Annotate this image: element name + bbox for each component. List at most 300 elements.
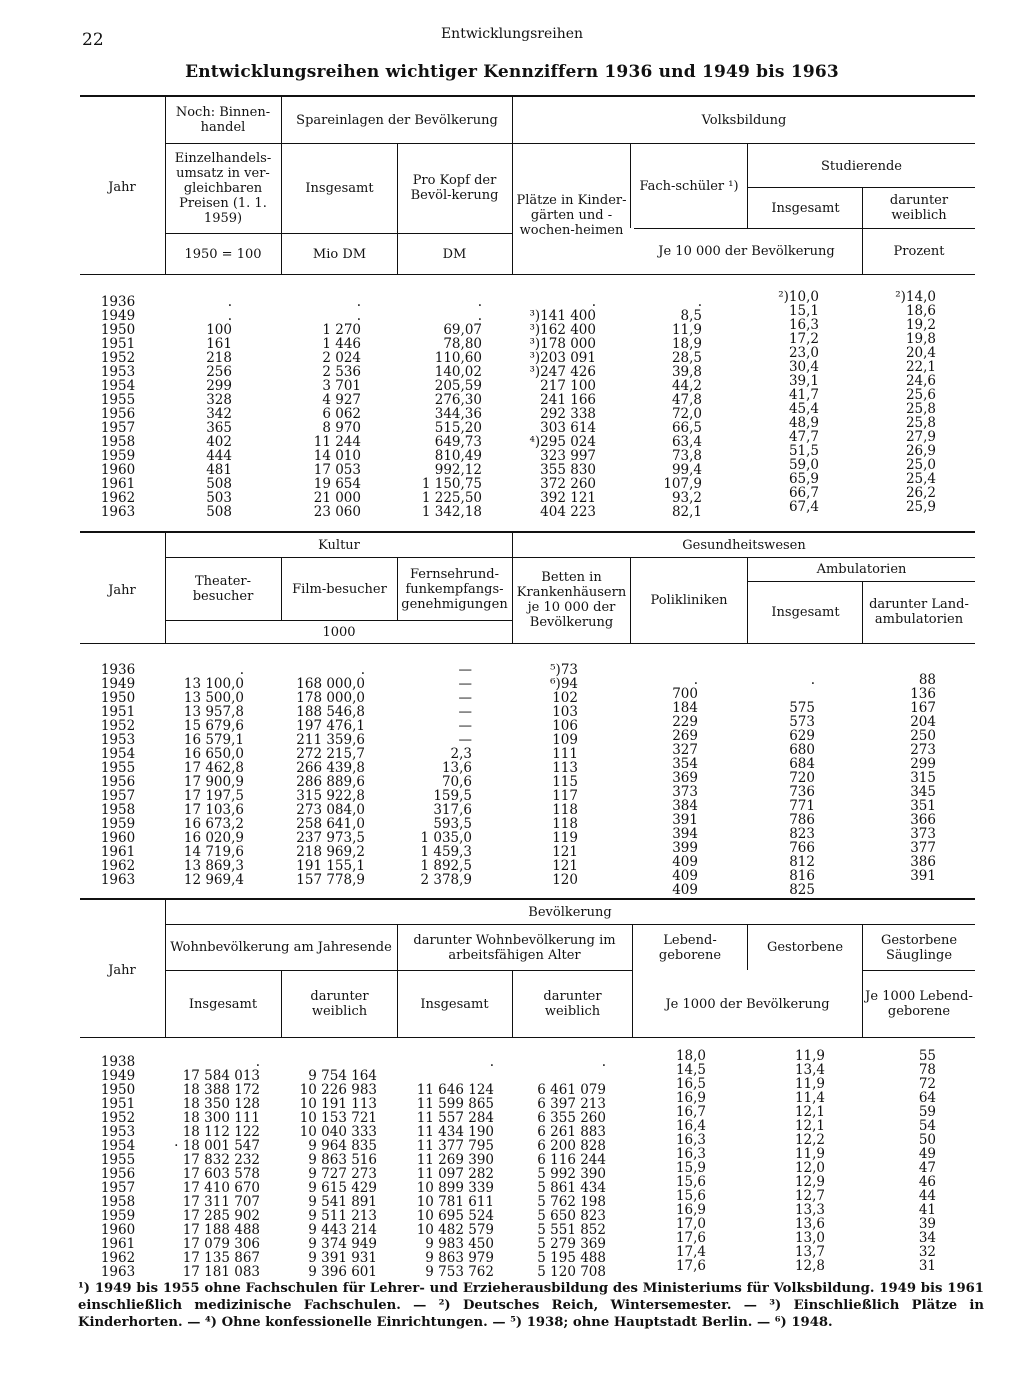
table-cell: 41,7 [788, 387, 819, 403]
table-cell: 106 [552, 718, 578, 734]
table-cell: 629 [789, 728, 815, 744]
table-cell: 2 024 [322, 350, 361, 366]
table-cell: 1960 [100, 462, 136, 478]
table-cell: 736 [789, 784, 815, 800]
table-cell: 16,3 [675, 1146, 706, 1162]
wohn-weiblich-header: darunter weiblich [310, 989, 369, 1019]
table-cell: 17 197,5 [183, 788, 244, 804]
table-cell: 17 311 707 [182, 1194, 260, 1210]
col-betten [514, 663, 578, 887]
binnenhandel-header: Noch: Binnen-handel [175, 105, 271, 135]
col-wohn-insgesamt [166, 1055, 260, 1279]
table-cell: 1961 [100, 844, 136, 860]
table-cell: 391 [910, 868, 936, 884]
table-cell: 9 443 214 [308, 1222, 377, 1238]
arb-weiblich-header: darunter weiblich [543, 989, 602, 1019]
table-cell: 5 650 823 [537, 1208, 606, 1224]
table-cell: . [227, 308, 232, 324]
table-cell: — [458, 718, 472, 734]
col-polikliniken [632, 673, 698, 897]
einzelhandel-header: Einzelhandels-umsatz in ver-gleichbaren Preisen (1. 1. 1959) [174, 150, 272, 226]
fernseh-header: Fernsehrund-funkempfangs-genehmigungen [401, 566, 508, 612]
table-cell: 11 269 390 [416, 1152, 494, 1168]
table-cell: 178 000,0 [296, 690, 365, 706]
table-cell: 6 461 079 [537, 1082, 606, 1098]
table-cell: 9 615 429 [308, 1180, 377, 1196]
table-cell: 59 [918, 1104, 936, 1120]
table-cell: 9 396 601 [308, 1264, 377, 1280]
table-cell: 384 [672, 798, 698, 814]
table-cell: 16 579,1 [183, 732, 244, 748]
table-cell: 17 135 867 [182, 1250, 260, 1266]
table-cell [749, 687, 815, 701]
table-cell: 373 [672, 784, 698, 800]
table-cell: 10 899 339 [416, 1180, 494, 1196]
col-wohn-weiblich [283, 1055, 377, 1279]
table-cell: 10 695 524 [416, 1208, 494, 1224]
table-cell: 2 378,9 [420, 872, 472, 888]
table-cell: 27,9 [905, 429, 936, 445]
table-cell: 276,30 [434, 392, 482, 408]
col-jahr [90, 663, 146, 887]
table-cell: 6 200 828 [537, 1138, 606, 1154]
table-cell: 73,8 [671, 448, 702, 464]
col-studierende [749, 290, 819, 514]
table-cell: ³)178 000 [529, 336, 596, 352]
table-cell: 25,9 [905, 499, 936, 515]
table-cell: 11,4 [794, 1090, 825, 1106]
table-cell: 1962 [100, 1250, 136, 1266]
table-cell: 6 355 260 [537, 1110, 606, 1126]
table-cell: 327 [672, 742, 698, 758]
col-jahr [90, 295, 146, 519]
table-cell: 66,5 [671, 420, 702, 436]
table-cell: . [693, 672, 698, 688]
table-cell: 218 969,2 [296, 844, 365, 860]
betten-header: Betten in Krankenhäusern je 10 000 der Bevölkerung [516, 570, 627, 630]
table-cell: 404 223 [540, 504, 596, 520]
table-cell: . [489, 1054, 494, 1070]
table-cell: 18 350 128 [182, 1096, 260, 1112]
table-cell: 12,7 [794, 1188, 825, 1204]
col-einzelhandel [166, 295, 232, 519]
plaetze-header: Plätze in Kinder-gärten und -wochen-heimen [516, 192, 627, 238]
table-cell: 10 040 333 [299, 1124, 377, 1140]
table-cell: 386 [910, 854, 936, 870]
table-cell: — [458, 662, 472, 678]
table-cell: ³)247 426 [529, 364, 596, 380]
table-cell: 93,2 [671, 490, 702, 506]
table-cell: 117 [552, 788, 578, 804]
table-cell: 157 778,9 [296, 872, 365, 888]
table-cell: 99,4 [671, 462, 702, 478]
table-cell: 229 [672, 714, 698, 730]
table-cell: 1955 [100, 392, 136, 408]
table-cell: 218 [206, 350, 232, 366]
table-cell: 69,07 [443, 322, 482, 338]
table-cell: 16,9 [675, 1090, 706, 1106]
table-cell: 292 338 [540, 406, 596, 422]
table-cell: 355 830 [540, 462, 596, 478]
table-cell: 315 [910, 770, 936, 786]
table-cell: 11 244 [313, 434, 361, 450]
table-cell: 9 983 450 [425, 1236, 494, 1252]
table-cell: 9 964 835 [308, 1138, 377, 1154]
table-cell: 812 [789, 854, 815, 870]
table-cell: 1957 [100, 788, 136, 804]
table-cell: 992,12 [434, 462, 482, 478]
table-cell: 119 [552, 830, 578, 846]
table-cell: 11,9 [794, 1048, 825, 1064]
footnotes: ¹) 1949 bis 1955 ohne Fachschulen für Lehrer- und Erzieherausbildung des Ministeriums für Volksbildung. 1949 bis 1961 einschließlich medizinische Fachschulen. — ²) Deutsches Reich, Wintersemester. — ³) Einschließlich Plätze in Kinderhorten. — ⁴) Ohne konfessionelle Einrichtungen. — ⁵) 1938; ohne Hauptstadt Berlin. — ⁶) 1948. [78, 1281, 984, 1330]
table-cell: 8 970 [322, 420, 361, 436]
table-cell: 1959 [100, 816, 136, 832]
table-cell: 1954 [100, 1138, 136, 1154]
table-cell: 365 [206, 420, 232, 436]
table-cell: 1962 [100, 490, 136, 506]
je-10000-unit: Je 10 000 der Bevölkerung [658, 243, 835, 259]
table-cell: 100 [206, 322, 232, 338]
table-cell: 121 [552, 844, 578, 860]
table-cell: 120 [552, 872, 578, 888]
prozent-unit: Prozent [893, 243, 945, 259]
volksbildung-header: Volksbildung [701, 112, 787, 128]
table-cell: 1936 [100, 662, 136, 678]
table-cell: 1958 [100, 1194, 136, 1210]
table-cell: 366 [910, 812, 936, 828]
table-cell [514, 1069, 606, 1083]
table-cell: 1 892,5 [420, 858, 472, 874]
table-cell: 6 261 883 [537, 1124, 606, 1140]
table-cell: 3 701 [322, 378, 361, 394]
table-cell: 10 482 579 [416, 1222, 494, 1238]
table-cell: 72,0 [671, 406, 702, 422]
table-cell: 25,0 [905, 457, 936, 473]
table-cell: 323 997 [540, 448, 596, 464]
table-cell: 1950 [100, 690, 136, 706]
table-cell: 17 584 013 [182, 1068, 260, 1084]
table-cell: 12,1 [794, 1104, 825, 1120]
table-cell: 1949 [100, 1068, 136, 1084]
table-cell: 766 [789, 840, 815, 856]
table-cell: 22,1 [905, 359, 936, 375]
table-cell: 825 [789, 882, 815, 898]
table-cell: 13,4 [794, 1062, 825, 1078]
table-cell: 44 [918, 1188, 936, 1204]
table-cell: 111 [552, 746, 578, 762]
table-cell: 109 [552, 732, 578, 748]
table-cell: ³)141 400 [529, 308, 596, 324]
table-cell: 9 727 273 [308, 1166, 377, 1182]
table-cell: 197 476,1 [296, 718, 365, 734]
table-cell: 1 446 [322, 336, 361, 352]
table-cell: 28,5 [671, 350, 702, 366]
table-cell: 409 [672, 854, 698, 870]
amb-insgesamt-header: Insgesamt [771, 604, 840, 620]
table-cell: 1959 [100, 448, 136, 464]
table-cell: 11,9 [794, 1076, 825, 1092]
table-cell: . [356, 294, 361, 310]
col-jahr [90, 1055, 146, 1279]
table-cell: 1951 [100, 336, 136, 352]
table-cell: 1949 [100, 308, 136, 324]
table-cell: 1956 [100, 1166, 136, 1182]
pro-kopf-header: Pro Kopf der Bevöl-kerung [410, 173, 499, 203]
table-cell: 1 342,18 [421, 504, 482, 520]
table-cell: 18 300 111 [182, 1110, 260, 1126]
table-cell: 1954 [100, 378, 136, 394]
table-cell: 266 439,8 [296, 760, 365, 776]
table-cell: 78,80 [443, 336, 482, 352]
table-cell: · 18 001 547 [174, 1138, 260, 1154]
je-1000-unit: Je 1000 der Bevölkerung [665, 996, 830, 1012]
table-cell: 351 [910, 798, 936, 814]
table-cell: 1949 [100, 676, 136, 692]
table-cell: . [255, 1054, 260, 1070]
col-plaetze [514, 295, 596, 519]
table-cell: 121 [552, 858, 578, 874]
table-cell: 25,8 [905, 415, 936, 431]
table-cell: 14 719,6 [183, 844, 244, 860]
table-cell: 1951 [100, 1096, 136, 1112]
unit-1000: 1000 [322, 624, 356, 640]
col-spar-pro-kopf [398, 295, 482, 519]
table-cell: 11,9 [671, 322, 702, 338]
table-cell: 5 762 198 [537, 1194, 606, 1210]
table-cell: 54 [918, 1118, 936, 1134]
page-number: 22 [82, 30, 104, 50]
table-cell: 17 053 [313, 462, 361, 478]
table-cell: 13,0 [794, 1230, 825, 1246]
table-cell: 16,4 [675, 1118, 706, 1134]
gestorbene-header: Gestorbene [766, 940, 844, 955]
table-cell: 377 [910, 840, 936, 856]
table-cell: ⁴)295 024 [529, 434, 596, 450]
table-cell: 140,02 [434, 364, 482, 380]
table-cell: 299 [206, 378, 232, 394]
table-cell: 115 [552, 774, 578, 790]
table-cell: 12 969,4 [183, 872, 244, 888]
table-cell: 317,6 [433, 802, 472, 818]
table-cell: 17 832 232 [182, 1152, 260, 1168]
running-head: Entwicklungsreihen [440, 26, 584, 42]
table-cell: 315 922,8 [296, 788, 365, 804]
table-cell: 17,6 [675, 1258, 706, 1274]
table-cell: 16,5 [675, 1076, 706, 1092]
table-cell: 11 599 865 [416, 1096, 494, 1112]
table-cell: 204 [910, 714, 936, 730]
table-cell: 78 [918, 1062, 936, 1078]
table-cell: 205,59 [434, 378, 482, 394]
table-cell: — [458, 704, 472, 720]
table-cell: 103 [552, 704, 578, 720]
table-cell: 1963 [100, 1264, 136, 1280]
table-cell: 286 889,6 [296, 774, 365, 790]
table-cell: 82,1 [671, 504, 702, 520]
page-title: Entwicklungsreihen wichtiger Kennziffern 1936 und 1949 bis 1963 [185, 62, 839, 82]
table-cell: 113 [552, 760, 578, 776]
spar-insgesamt-header: Insgesamt [305, 180, 374, 196]
table-cell: 19,2 [905, 317, 936, 333]
table-cell: 70,6 [441, 774, 472, 790]
table-cell: 402 [206, 434, 232, 450]
table-cell: 17,0 [675, 1216, 706, 1232]
table-cell: 46 [918, 1174, 936, 1190]
table-cell: 1 225,50 [421, 490, 482, 506]
col-film [283, 663, 365, 887]
stud-insgesamt-header: Insgesamt [771, 200, 840, 216]
table-cell: 5 195 488 [537, 1250, 606, 1266]
table-cell: 13,6 [794, 1216, 825, 1232]
table-cell: 2 536 [322, 364, 361, 380]
table-cell: 19 654 [313, 476, 361, 492]
table-cell: 258 641,0 [296, 816, 365, 832]
table-cell: 273 [910, 742, 936, 758]
table-cell: 24,6 [905, 373, 936, 389]
table-cell: 47 [918, 1160, 936, 1176]
table-cell: 1953 [100, 364, 136, 380]
table-cell: 771 [789, 798, 815, 814]
table-cell: 17 410 670 [182, 1180, 260, 1196]
table-cell: 13 500,0 [183, 690, 244, 706]
table-cell: 10 191 113 [299, 1096, 377, 1112]
col-amb-insgesamt [749, 673, 815, 897]
table-cell: 342 [206, 406, 232, 422]
col-fernseh [398, 663, 472, 887]
table-cell: 11,9 [794, 1146, 825, 1162]
table-cell: ²)10,0 [778, 289, 819, 305]
table-cell: 59,0 [788, 457, 819, 473]
table-cell: 18,6 [905, 303, 936, 319]
table-cell: 344,36 [434, 406, 482, 422]
table-cell: 49 [918, 1146, 936, 1162]
col-arb-weiblich [514, 1055, 606, 1279]
table-cell: 41 [918, 1202, 936, 1218]
table-cell: 593,5 [433, 816, 472, 832]
table-cell: 1936 [100, 294, 136, 310]
table-cell: 5 120 708 [537, 1264, 606, 1280]
table-cell: 136 [910, 686, 936, 702]
table-cell: 1952 [100, 718, 136, 734]
table-cell: 1961 [100, 1236, 136, 1252]
table-cell: 12,1 [794, 1118, 825, 1134]
table-cell: 12,9 [794, 1174, 825, 1190]
table-cell: 1962 [100, 858, 136, 874]
table-cell: 9 374 949 [308, 1236, 377, 1252]
table-cell: 12,8 [794, 1258, 825, 1274]
col-weiblich [864, 290, 936, 514]
table-cell: 188 546,8 [296, 704, 365, 720]
table-cell: 720 [789, 770, 815, 786]
table-cell: 10 153 721 [299, 1110, 377, 1126]
table-cell: — [458, 690, 472, 706]
table-cell: 168 000,0 [296, 676, 365, 692]
table-cell: 25,6 [905, 387, 936, 403]
kultur-header: Kultur [318, 538, 360, 553]
table-cell: 6 062 [322, 406, 361, 422]
table-cell: 272 215,7 [296, 746, 365, 762]
table-cell: 508 [206, 476, 232, 492]
table-cell: ³)162 400 [529, 322, 596, 338]
table-cell: 47,7 [788, 429, 819, 445]
table-cell: . [477, 308, 482, 324]
table-cell: 1953 [100, 732, 136, 748]
table-cell: 11 557 284 [416, 1110, 494, 1126]
table-cell: 11 097 282 [416, 1166, 494, 1182]
table-cell: 299 [910, 756, 936, 772]
table-cell: 1955 [100, 760, 136, 776]
table-cell: 9 391 931 [308, 1250, 377, 1266]
table-cell: 1955 [100, 1152, 136, 1168]
table-cell: 823 [789, 826, 815, 842]
mio-dm-unit: Mio DM [312, 246, 367, 262]
table-cell: ⁶)94 [550, 676, 578, 692]
table-cell: 64 [918, 1090, 936, 1106]
table-cell: 118 [552, 802, 578, 818]
table-cell: 21 000 [313, 490, 361, 506]
table-cell: 67,4 [788, 499, 819, 515]
table-cell: 5 279 369 [537, 1236, 606, 1252]
table-cell: 32 [918, 1244, 936, 1260]
table-cell: . [591, 294, 596, 310]
table-cell: 16 650,0 [183, 746, 244, 762]
table-cell: 2,3 [450, 746, 472, 762]
table-cell: 391 [672, 812, 698, 828]
table-cell: 680 [789, 742, 815, 758]
table-cell: . [477, 294, 482, 310]
table-cell: 392 121 [540, 490, 596, 506]
table-cell: 17 079 306 [182, 1236, 260, 1252]
wohn-header: Wohnbevölkerung am Jahresende [170, 940, 392, 955]
table-cell: 12,0 [794, 1160, 825, 1176]
table-cell: 810,49 [434, 448, 482, 464]
table-cell: 237 973,5 [296, 830, 365, 846]
table-cell: 250 [910, 728, 936, 744]
lebendgeborene-header: Lebend-geborene [658, 932, 722, 963]
table-cell: 20,4 [905, 345, 936, 361]
table-cell: 18 388 172 [182, 1082, 260, 1098]
table-cell: 9 863 516 [308, 1152, 377, 1168]
table-cell: 17 188 488 [182, 1222, 260, 1238]
col-arb-insgesamt [398, 1055, 494, 1279]
table-cell: 30,4 [788, 359, 819, 375]
table-cell: 9 754 164 [308, 1068, 377, 1084]
table-cell: 17,2 [788, 331, 819, 347]
table-cell: 9 863 979 [425, 1250, 494, 1266]
table-cell: 25,4 [905, 471, 936, 487]
table-cell: 1953 [100, 1124, 136, 1140]
table-cell: 45,4 [788, 401, 819, 417]
dm-unit: DM [442, 246, 467, 262]
table-cell: 18,9 [671, 336, 702, 352]
table-cell: 11 377 795 [416, 1138, 494, 1154]
col-landambulatorien [864, 673, 936, 897]
wohn-insgesamt-header: Insgesamt [188, 996, 258, 1012]
polikliniken-header: Polikliniken [650, 592, 728, 608]
table-cell: 1952 [100, 1110, 136, 1126]
table-cell: 5 992 390 [537, 1166, 606, 1182]
film-header: Film-besucher [292, 581, 387, 597]
table-cell: 17 285 902 [182, 1208, 260, 1224]
table-cell: . [601, 1054, 606, 1070]
table-cell: 16,3 [788, 317, 819, 333]
table-cell: 17 900,9 [183, 774, 244, 790]
table-cell: 191 155,1 [296, 858, 365, 874]
table-cell: 217 100 [540, 378, 596, 394]
table-cell: 1950 [100, 322, 136, 338]
table-cell: 39,8 [671, 364, 702, 380]
table-cell: 17,4 [675, 1244, 706, 1260]
